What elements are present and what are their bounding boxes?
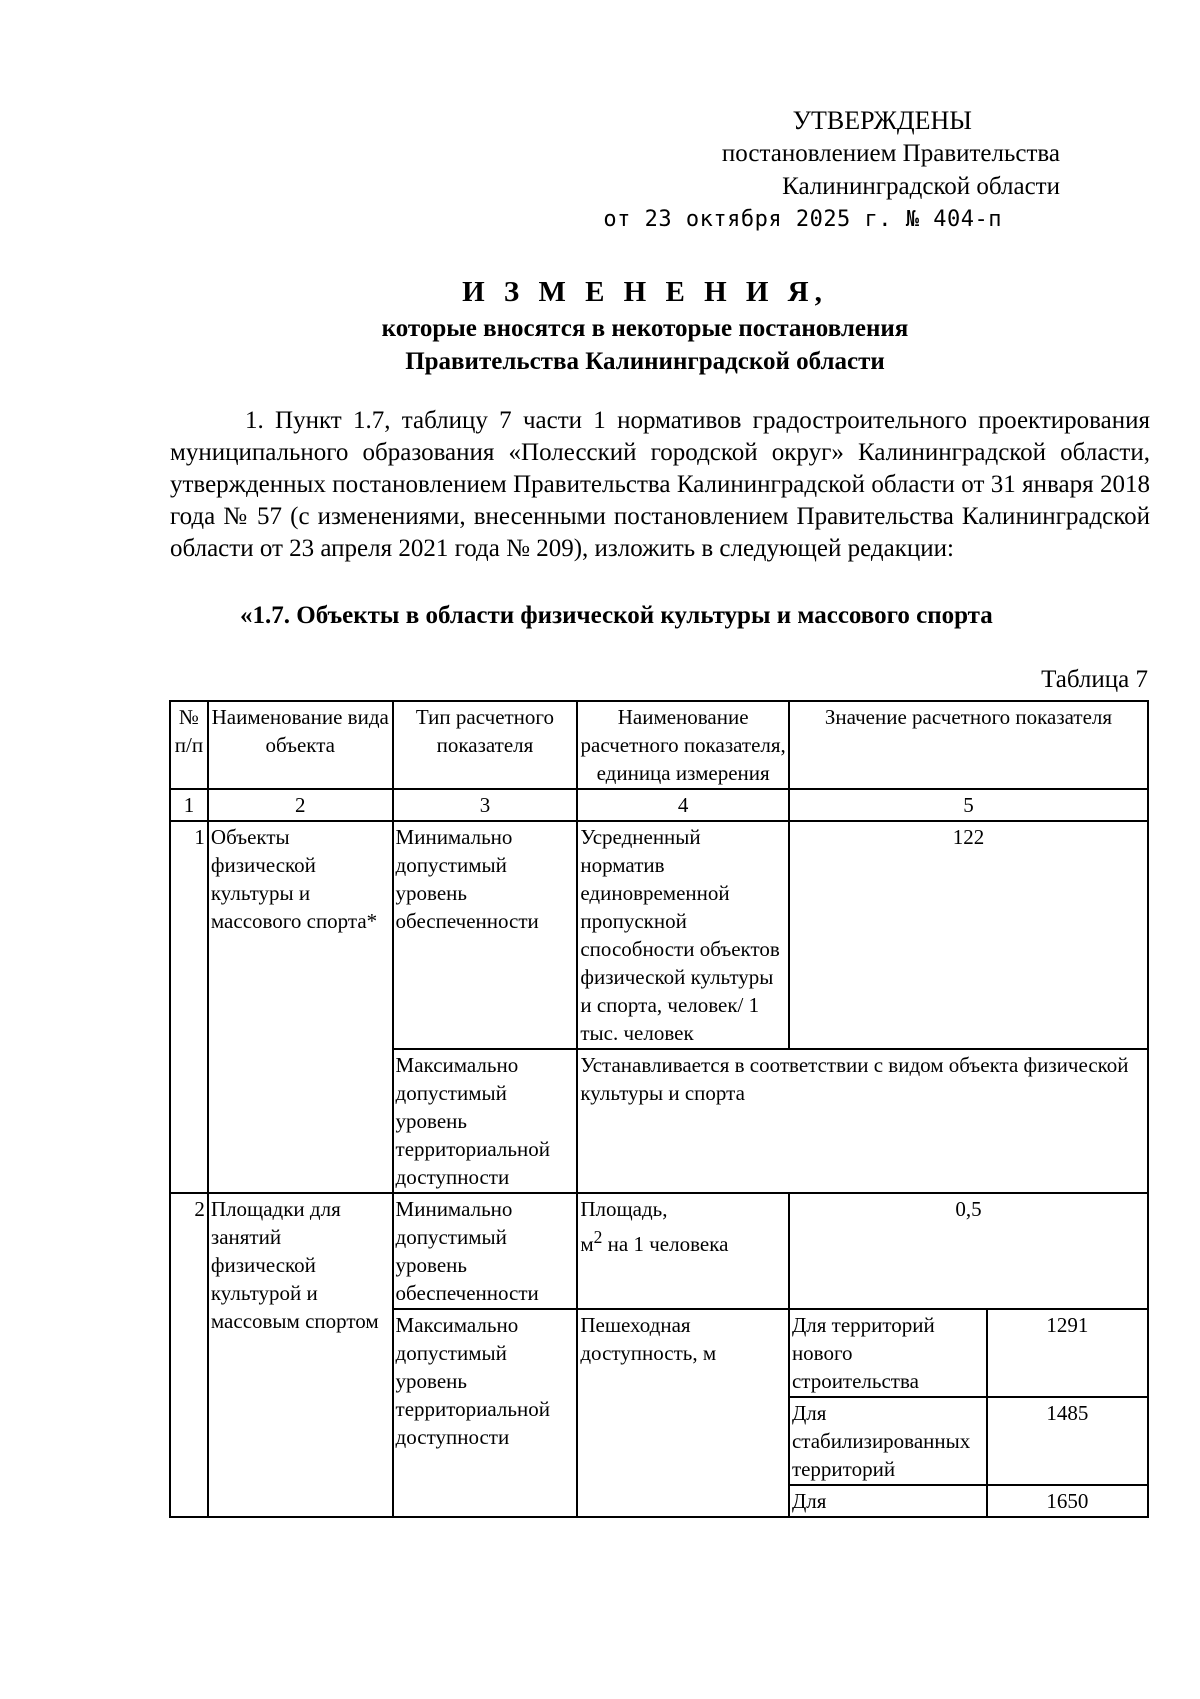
document-title-block [170,272,1120,378]
body-paragraph [170,405,1150,565]
header-object: Наименование вида объекта [208,701,393,789]
row2-value-min: 0,5 [789,1193,1148,1309]
row2-type-max: Максимально допустимый уровень территориальной доступности [393,1309,578,1517]
row2-indicator-min-prefix: Площадь, [580,1197,668,1221]
approval-stamp [580,104,1060,236]
row2-sub-value: 1485 [987,1397,1148,1485]
row2-indicator-min [577,1193,789,1309]
document-subtitle-2: Правительства Калининградской области [405,348,885,375]
row1-type-min: Минимально допустимый уровень обеспеченности [393,821,578,1049]
table-column-numbers [170,789,1148,821]
row1-type-max: Максимально допустимый уровень территориальной доступности [393,1049,578,1193]
colnum-4: 4 [577,789,789,821]
approval-heading: УТВЕРЖДЕНЫ [792,106,972,135]
row1-value-min: 122 [789,821,1148,1049]
header-num: № п/п [170,701,208,789]
row1-indicator-min: Усредненный норматив единовременной пропускной способности объектов физической культуры и спорта, человек/ 1 тыс. человек [577,821,789,1049]
approval-line-1: постановлением Правительства [721,140,1060,167]
header-indicator: Наименование расчетного показателя, единица измерения [577,701,789,789]
row2-type-min: Минимально допустимый уровень обеспеченности [393,1193,578,1309]
colnum-2: 2 [208,789,393,821]
header-value: Значение расчетного показателя [789,701,1148,789]
norms-table [169,700,1149,1518]
row2-num: 2 [170,1193,208,1517]
row1-num: 1 [170,821,208,1193]
colnum-1: 1 [170,789,208,821]
row2-indicator-min-unit: м [580,1232,594,1256]
row2-indicator-min-suffix: на 1 человека [602,1232,729,1256]
table-caption: Таблица 7 [1041,666,1148,693]
document-title: И З М Е Н Е Н И Я, [462,276,828,308]
row2-indicator-max: Пешеходная доступность, м [577,1309,789,1517]
paragraph-text: 1. Пункт 1.7, таблицу 7 части 1 нормативов градостроительного проектирования муниципального образования «Полесский городской округ» Калининградской области, утвержденных постановлением Правительства Калининградской области от 31 января 2018 года № 57 (с изменениями, внесенными постановлением Правительства Калининградской области от 23 апреля 2021 года № 209), изложить в следующей редакции: [170,407,1150,562]
header-type: Тип расчетного показателя [393,701,578,789]
row2-object: Площадки для занятий физической культурой и массовым спортом [208,1193,393,1517]
row2-sub-value: 1291 [987,1309,1148,1397]
row2-sub-label: Для территорий нового строительства [789,1309,987,1397]
row2-sub-value: 1650 [987,1485,1148,1517]
table-row [170,1193,1148,1309]
colnum-5: 5 [789,789,1148,821]
approval-order: от 23 октября 2025 г. № 404-п [603,207,1002,232]
section-heading: «1.7. Объекты в области физической культуры и массового спорта [240,602,993,629]
row2-sub-label: Для стабилизированных территорий [789,1397,987,1485]
row1-object: Объекты физической культуры и массового спорта* [208,821,393,1193]
document-subtitle-1: которые вносятся в некоторые постановления [381,315,909,342]
table-header-row [170,701,1148,789]
table-row [170,821,1148,1049]
row2-sub-label: Для [789,1485,987,1517]
colnum-3: 3 [393,789,578,821]
row2-indicator-min-sup: 2 [593,1227,603,1247]
row1-value-max: Устанавливается в соответствии с видом объекта физической культуры и спорта [577,1049,1148,1193]
approval-line-2: Калининградской области [782,173,1060,200]
